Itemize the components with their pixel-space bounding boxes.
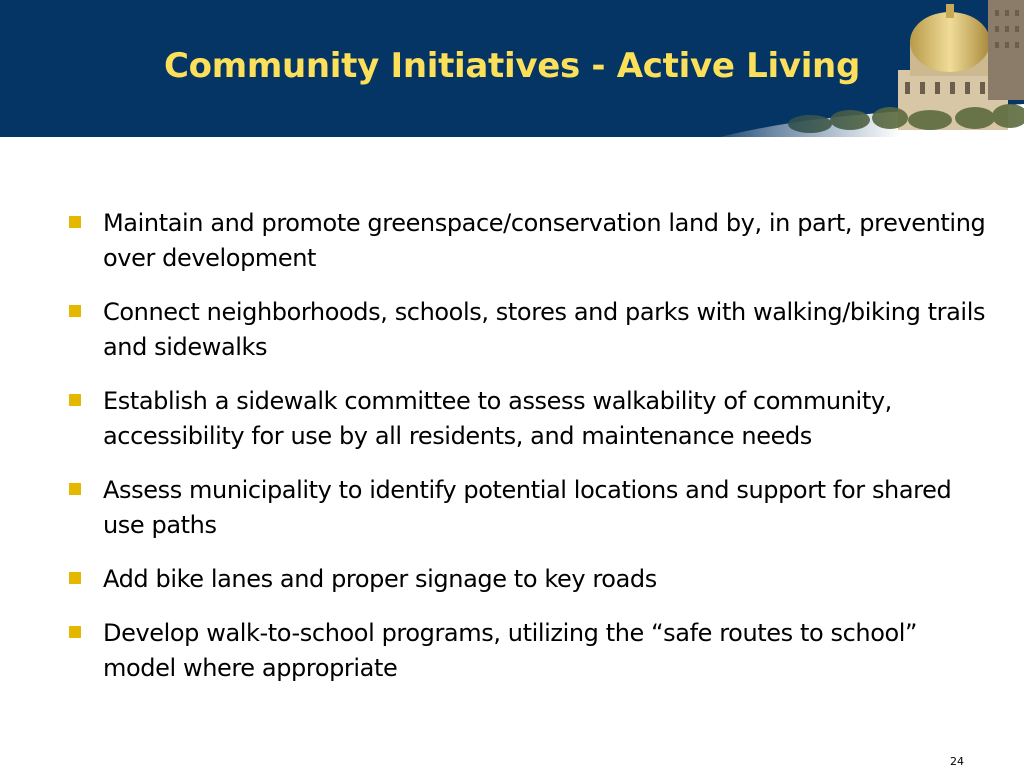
bullet-text: Assess municipality to identify potential locations and support for shared use paths	[103, 476, 952, 539]
square-bullet-icon	[69, 483, 81, 495]
slide-title: Community Initiatives - Active Living	[163, 46, 860, 86]
list-item	[66, 473, 996, 543]
square-bullet-icon	[69, 216, 81, 228]
square-bullet-icon	[69, 626, 81, 638]
page-number: 24	[950, 755, 964, 768]
square-bullet-icon	[69, 394, 81, 406]
bullet-list	[66, 206, 996, 705]
list-item	[66, 295, 996, 365]
list-item	[66, 562, 996, 597]
bullet-text: Develop walk-to-school programs, utilizing the “safe routes to school” model where appropriate	[103, 619, 918, 682]
bullet-text: Add bike lanes and proper signage to key roads	[103, 565, 657, 593]
square-bullet-icon	[69, 572, 81, 584]
square-bullet-icon	[69, 305, 81, 317]
bullet-text: Connect neighborhoods, schools, stores and parks with walking/biking trails and sidewalks	[103, 298, 986, 361]
bullet-text: Establish a sidewalk committee to assess walkability of community, accessibility for use by all residents, and maintenance needs	[103, 387, 892, 450]
list-item	[66, 616, 996, 686]
list-item	[66, 384, 996, 454]
bullet-text: Maintain and promote greenspace/conservation land by, in part, preventing over development	[103, 209, 986, 272]
list-item	[66, 206, 996, 276]
